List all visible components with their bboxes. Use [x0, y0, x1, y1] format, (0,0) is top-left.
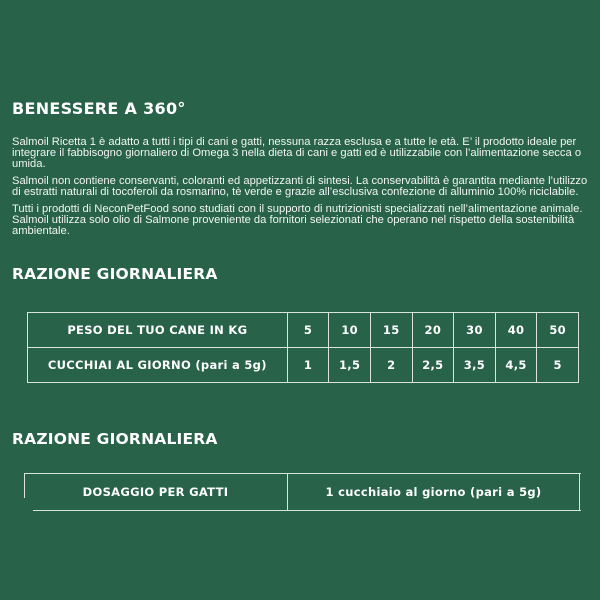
- spoons-cell: 4,5: [495, 348, 537, 383]
- cat-dosage-label: DOSAGGIO PER GATTI: [82, 484, 229, 499]
- table-row-spoons-per-day: [28, 348, 579, 383]
- weight-cell: 50: [537, 313, 579, 348]
- dog-ration-table: [27, 312, 579, 383]
- table-row-dog-weight: [28, 313, 579, 348]
- intro-paragraph: Tutti i prodotti di NeconPetFood sono studiati con il supporto di nutrizionisti specializzati nell’alimentazione animale. Salmoil utilizza solo olio di Salmone proveniente da fornitori selezionati che operano nel rispetto della sostenibilità ambientale.: [12, 203, 583, 237]
- weight-cell: 5: [287, 313, 329, 348]
- spoons-cell: 1: [287, 348, 329, 383]
- intro-paragraph: Salmoil Ricetta 1 è adatto a tutti i tipi di cani e gatti, nessuna razza esclusa e a tutte le età. E’ il prodotto ideale per integrare il fabbisogno giornaliero di Omega 3 nella dieta di cani e gatti ed è utilizzabile con l’alimentazione secca o umida.: [12, 136, 582, 170]
- weight-cell: 30: [454, 313, 496, 348]
- spoons-cell: 3,5: [454, 348, 496, 383]
- dog-ration-heading: RAZIONE GIORNALIERA: [12, 265, 218, 283]
- intro-description: [12, 137, 592, 243]
- spoons-cell: 1,5: [329, 348, 371, 383]
- row-label-spoons: CUCCHIAI AL GIORNO (pari a 5g): [28, 348, 288, 383]
- cat-ration-heading: RAZIONE GIORNALIERA: [12, 430, 218, 448]
- spoons-cell: 2,5: [412, 348, 454, 383]
- weight-cell: 20: [412, 313, 454, 348]
- row-label-dog-weight: PESO DEL TUO CANE IN KG: [28, 313, 288, 348]
- cat-ration-table: [24, 473, 581, 510]
- cat-dosage-value: 1 cucchiaio al giorno (pari a 5g): [325, 484, 542, 499]
- weight-cell: 40: [495, 313, 537, 348]
- table-border-bottom: [33, 510, 581, 511]
- table-border-right: [579, 473, 580, 511]
- page-title: BENESSERE A 360°: [12, 99, 186, 118]
- intro-paragraph: Salmoil non contiene conservanti, coloranti ed appetizzanti di sintesi. La conservabilità è garantita mediante l’utilizzo di estratti naturali di tocoferoli da rosmarino, tè verde e grazie all’esclusiva confezione di alluminio 100% riciclabile.: [12, 175, 588, 198]
- spoons-cell: 5: [537, 348, 579, 383]
- weight-cell: 15: [370, 313, 412, 348]
- spoons-cell: 2: [370, 348, 412, 383]
- weight-cell: 10: [329, 313, 371, 348]
